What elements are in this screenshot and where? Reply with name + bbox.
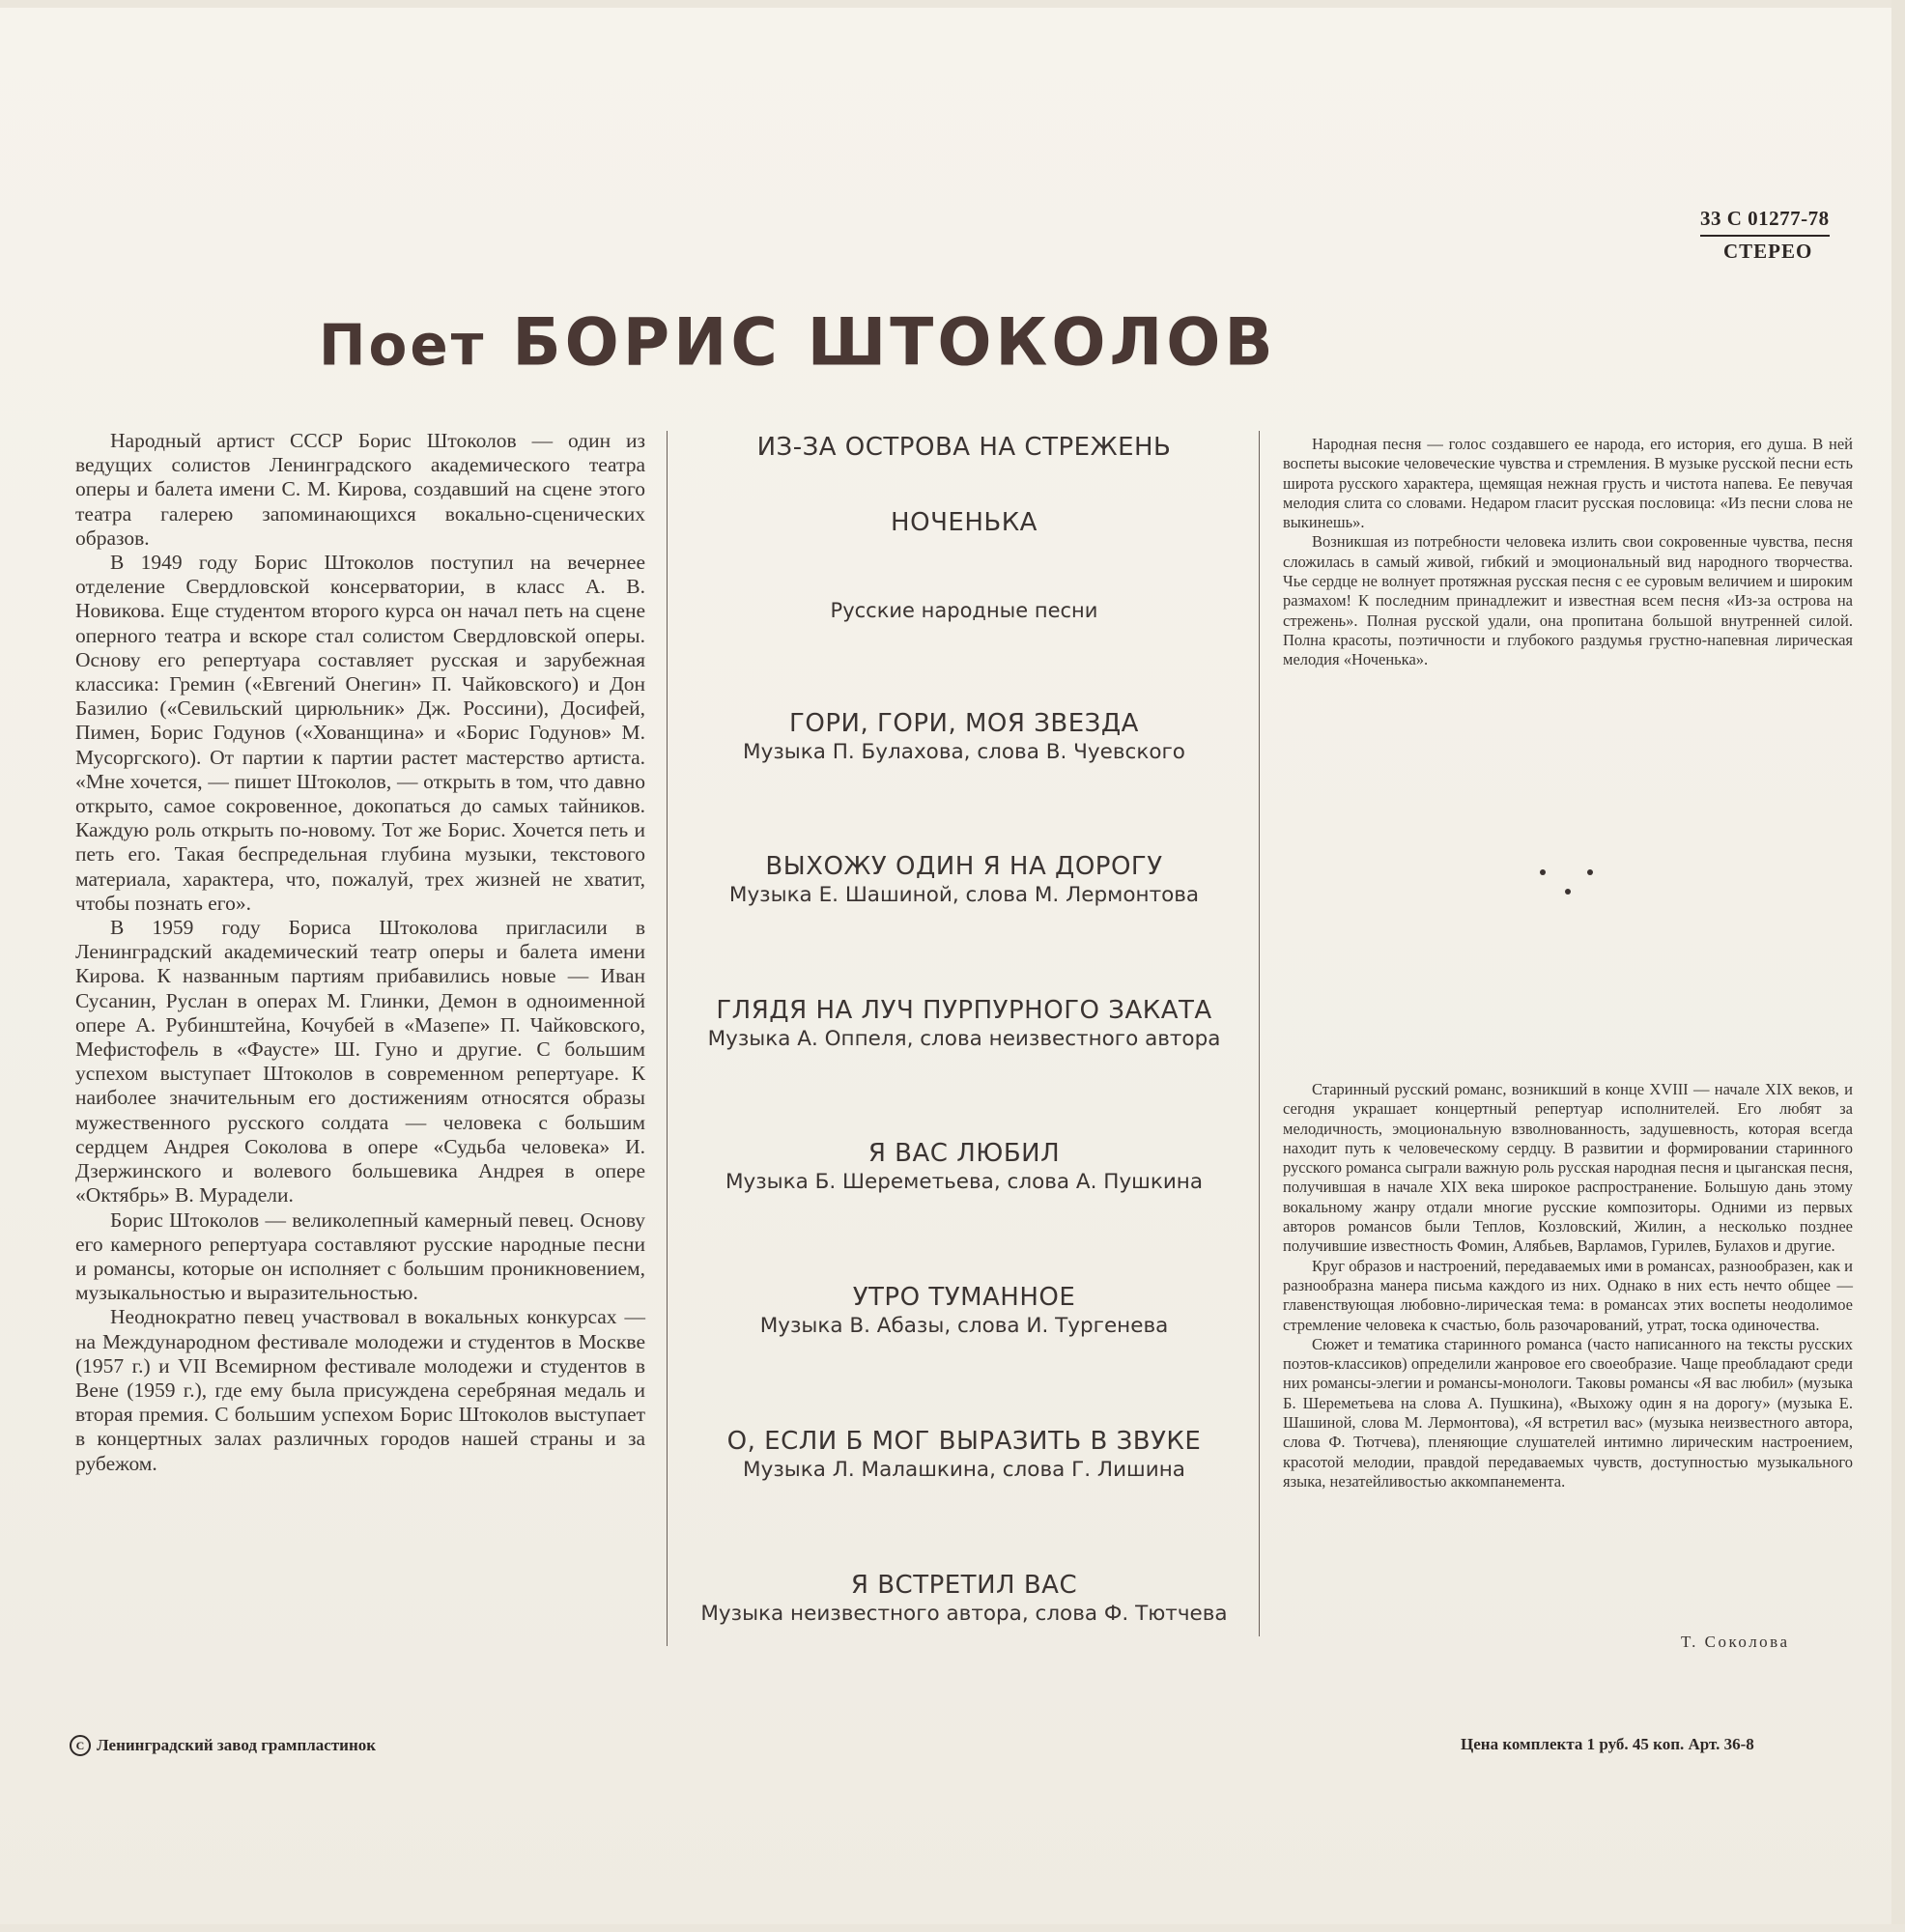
- track-item: [668, 709, 1260, 764]
- track-item: [668, 996, 1260, 1051]
- track-item: [668, 852, 1260, 907]
- track-item: [668, 433, 1260, 462]
- track-item: [668, 1283, 1260, 1338]
- ornament-dot: [1565, 889, 1571, 895]
- track-credit: Музыка Е. Шашиной, слова М. Лермонтова: [728, 883, 1200, 907]
- author-signature: Т. Соколова: [1681, 1633, 1790, 1651]
- copyright-icon: C: [70, 1735, 91, 1756]
- ornament-dot: [1587, 869, 1593, 875]
- essay-paragraph: Сюжет и тематика старинного романса (часто написанного на тексты русских поэтов-классиков) определили жанровое его своеобразие. Чаще преобладают среди них романсы-элегии и романсы-монологи. Таковы романсы «Я вас любил» (музыка Б. Шереметьева на слова А. Пушкина), «Выхожу один я на дорогу» (музыка Е. Шашиной, слова М. Лермонтова), «Я встретил вас» (музыка неизвестного автора, слова Ф. Тютчева), пленяющие слушателей интимно лирическим настроением, красотой мелодии, правдой передаваемых чувств, доступностью музыкального языка, незатейливостью аккомпанемента.: [1283, 1334, 1853, 1491]
- ornament-dot: [1540, 869, 1546, 875]
- track-item: [668, 508, 1260, 537]
- essay-paragraph: Народная песня — голос создавшего ее народа, его история, его душа. В ней воспеты высокие человеческие чувства и стремления. В музыке русской песни есть широта русского характера, щемящая нежная грусть и чистота напева. Ее певучая мелодия слита со словами. Недаром гласит русская пословица: «Из песни слова не выкинешь».: [1283, 435, 1853, 532]
- biography-paragraph: Народный артист СССР Борис Штоколов — один из ведущих солистов Ленинградского академического театра оперы и балета имени С. М. Кирова, создавший на сцене этого театра галерею запоминающихся вокально-сценических образов.: [75, 429, 645, 550]
- track-credit: Музыка В. Абазы, слова И. Тургенева: [759, 1314, 1169, 1338]
- track-title: ГЛЯДЯ НА ЛУЧ ПУРПУРНОГО ЗАКАТА: [716, 996, 1212, 1025]
- track-item: [668, 1427, 1260, 1482]
- track-title: ИЗ-ЗА ОСТРОВА НА СТРЕЖЕНЬ: [756, 433, 1172, 462]
- page-title: [319, 304, 1623, 381]
- folk-song-essay: [1283, 435, 1853, 670]
- track-title: ГОРИ, ГОРИ, МОЯ ЗВЕЗДА: [789, 709, 1139, 738]
- track-credit: Музыка неизвестного автора, слова Ф. Тютчева: [700, 1602, 1228, 1626]
- biography-paragraph: В 1959 году Бориса Штоколова пригласили в Ленинградский академический театр оперы и балета имени Кирова. К названным партиям прибавились новые — Иван Сусанин, Руслан в операх М. Глинки, Демон в одноименной опере А. Рубинштейна, Кочубей в «Мазепе» П. Чайковского, Мефистофель в «Фаусте» Ш. Гуно и другие. С большим успехом выступает Штоколов в современном репертуаре. К наиболее значительным его достижениям относятся образы мужественного русского солдата — человека с большим сердцем Андрея Соколова в опере «Судьба человека» И. Дзержинского и волевого большевика Андрея в опере «Октябрь» В. Мурадели.: [75, 916, 645, 1208]
- essay-paragraph: Круг образов и настроений, передаваемых ими в романсах, разнообразен, как и разнообразна манера письма каждого из них. Однако в них есть нечто общее — главенствующая любовно-лирическая тема: в романсах этих воспеты неодолимое стремление человека к счастью, боль разочарований, утрат, тоска одиночества.: [1283, 1256, 1853, 1334]
- biography-paragraph: В 1949 году Борис Штоколов поступил на вечернее отделение Свердловской консерватории, в класс А. В. Новикова. Еще студентом второго курса он начал петь на сцене оперного театра и вскоре стал солистом Свердловской оперы. Основу его репертуара составляет русская и зарубежная классика: Гремин («Евгений Онегин» П. Чайковского) и Дон Базилио («Севильский цирюльник» Дж. Россини), Досифей, Пимен, Борис Годунов («Хованщина» и «Борис Годунов» М. Мусоргского). От партии к партии растет мастерство артиста. «Мне хочется, — пишет Штоколов, — открыть в том, что давно открыто, самое сокровенное, докопаться до самых тайников. Каждую роль открыть по-новому. Тот же Борис. Хочется петь и петь его. Такая беспредельная глубина музыки, текстового материала, характера, что, пожалуй, трех жизней не хватит, чтобы познать его».: [75, 551, 645, 915]
- track-credit: Музыка П. Булахова, слова В. Чуевского: [743, 740, 1185, 764]
- biography-column: [75, 429, 645, 1476]
- essay-paragraph: Старинный русский романс, возникший в конце XVIII — начале XIX веков, и сегодня украшает концертный репертуар исполнителей. Его любят за мелодичность, эмоциональную взволнованность, задушевность, которая всегда находит путь к человеческому сердцу. В развитии и формировании старинного русского романса сыграли важную роль русская народная песня и цыганская песня, получившая в начале XIX века широкое распространение. Большую дань этому вокальному жанру отдали многие русские композиторы. Одними из первых авторов романсов были Теплов, Козловский, Жилин, а несколько позднее получившие известность Фомин, Алябьев, Варламов, Гурилев, Булахов и другие.: [1283, 1080, 1853, 1256]
- track-title: Я ВАС ЛЮБИЛ: [867, 1139, 1061, 1168]
- essay-paragraph: Возникшая из потребности человека излить свои сокровенные чувства, песня сложилась в самый живой, гибкий и эмоциональный вид народного творчества. Чье сердце не волнует протяжная русская песня с ее суровым величием и широким размахом! К последним принадлежит и известная всем песня «Из-за острова на стрежень». Полная русской удали, она пропитана большой внутренней силой. Полна красоты, поэтичности и глубокого раздумья грустно-напевная лирическая мелодия «Ноченька».: [1283, 532, 1853, 669]
- track-genre-label: Русские народные песни: [830, 599, 1098, 622]
- track-credit: Музыка А. Оппеля, слова неизвестного автора: [707, 1027, 1221, 1051]
- column-divider-left: [667, 431, 668, 1646]
- biography-paragraph: Борис Штоколов — великолепный камерный певец. Основу его камерного репертуара составляют русские народные песни и романсы, которые он исполняет с большим проникновением, музыкальностью и выразительностью.: [75, 1208, 645, 1305]
- publisher-name: Ленинградский завод грампластинок: [97, 1736, 377, 1754]
- biography-paragraph: Неоднократно певец участвовал в вокальных конкурсах — на Международном фестивале молодежи и студентов в Москве (1957 г.) и VII Всемирном фестивале молодежи и студентов в Вене (1959 г.), где ему была присуждена серебряная медаль и вторая премия. С большим успехом Борис Штоколов выступает в концертных залах различных городов нашей страны и за рубежом.: [75, 1305, 645, 1475]
- format-label: СТЕРЕО: [1723, 240, 1813, 263]
- title-prefix: Поет: [319, 311, 487, 379]
- paper-edge-top: [0, 0, 1905, 8]
- track-title: ВЫХОЖУ ОДИН Я НА ДОРОГУ: [765, 852, 1163, 881]
- title-name: БОРИС ШТОКОЛОВ: [512, 304, 1277, 381]
- track-title: УТРО ТУМАННОЕ: [852, 1283, 1076, 1312]
- track-title: О, ЕСЛИ Б МОГ ВЫРАЗИТЬ В ЗВУКЕ: [726, 1427, 1202, 1456]
- price-line: Цена комплекта 1 руб. 45 коп. Арт. 36-8: [1461, 1735, 1754, 1753]
- romance-essay: [1283, 1080, 1853, 1492]
- paper-edge-right: [1891, 0, 1905, 1932]
- publisher-line: [70, 1735, 376, 1756]
- track-title: НОЧЕНЬКА: [891, 508, 1038, 537]
- catalog-number: 33 С 01277-78: [1700, 207, 1830, 237]
- paper-edge-bottom: [0, 1924, 1905, 1932]
- track-item: [668, 1139, 1260, 1194]
- track-item: [668, 1571, 1260, 1626]
- track-title: Я ВСТРЕТИЛ ВАС: [850, 1571, 1078, 1600]
- track-credit: Музыка Л. Малашкина, слова Г. Лишина: [743, 1458, 1185, 1482]
- track-credit: Музыка Б. Шереметьева, слова А. Пушкина: [725, 1170, 1204, 1194]
